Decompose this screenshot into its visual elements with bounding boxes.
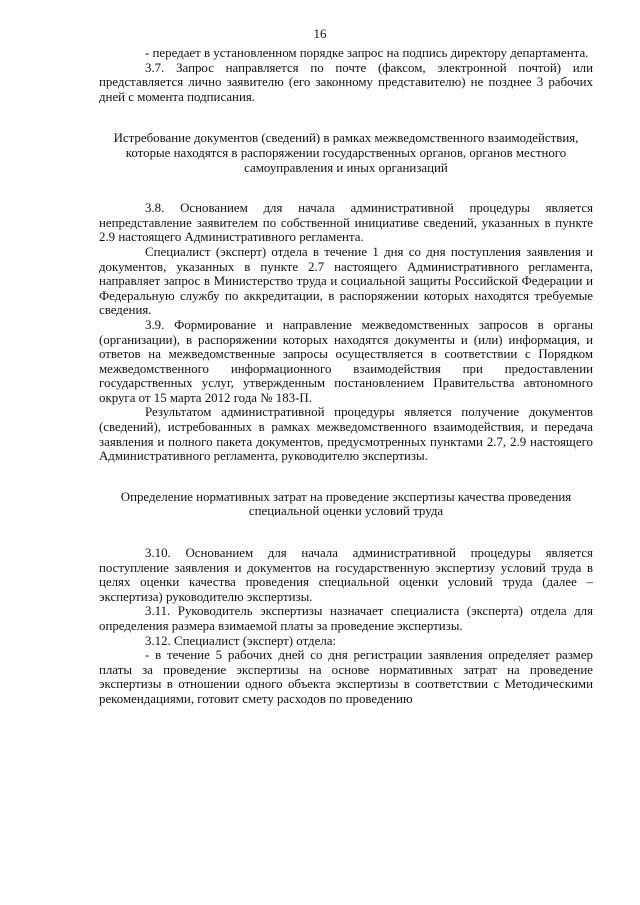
paragraph: - передает в установленном порядке запрос на подпись директору департамента. — [145, 46, 589, 60]
paragraph: 3.12. Специалист (эксперт) отдела: — [145, 633, 337, 648]
paragraph: 3.10. Основанием для начала административной процедуры является поступление заявления и документов на государственную экспертизу условий труда в целях оценки качества проведения специальной оценки условий труда (далее – экспертиза) руководителю экспертизы. — [99, 546, 593, 604]
document-body — [99, 46, 593, 707]
paragraph: 3.11. Руководитель экспертизы назначает специалиста (эксперта) отдела для определения размера взимаемой платы за проведение экспертизы. — [99, 604, 593, 633]
paragraph: 3.9. Формирование и направление межведомственных запросов в органы (организации), в распоряжении которых находятся документы и (или) информация, и ответов на межведомственные запросы осуществляется в соответствии с Порядком межведомственного информационного взаимодействия при предоставлении государственных услуг, утвержденным постановлением Правительства автономного округа от 15 марта 2012 года № 183-П. — [99, 317, 593, 405]
paragraph: - в течение 5 рабочих дней со дня регистрации заявления определяет размер платы за проведение экспертизы на основе нормативных затрат на проведение экспертизы в отношении одного объекта экспертизы в соответствии с Методическими рекомендациями, готовит смету расходов по проведению — [99, 648, 593, 706]
page-number: 16 — [313, 26, 327, 41]
paragraph: Результатом административной процедуры является получение документов (сведений), истребованных в рамках межведомственного взаимодействия, и передача заявления и полного пакета документов, предусмотренных пунктами 2.7, 2.9 настоящего Административного регламента, руководителю экспертизы. — [99, 405, 593, 464]
paragraph: 3.7. Запрос направляется по почте (факсом, электронной почтой) или представляется лично заявителю (его законному представителю) не позднее 3 рабочих дней с момента подписания. — [99, 60, 593, 104]
paragraph: Специалист (эксперт) отдела в течение 1 дня со дня поступления заявления и документов, указанных в пункте 2.7 настоящего Административного регламента, направляет запрос в Министерство труда и социальной защиты Российской Федерации и Федеральную службу по аккредитации, в распоряжении которых находятся требуемые сведения. — [99, 244, 593, 318]
paragraph: 3.8. Основанием для начала административной процедуры является непредставление заявителем по собственной инициативе сведений, указанных в пункте 2.9 настоящего Административного регламента. — [99, 201, 593, 245]
section-heading: Истребование документов (сведений) в рамках межведомственного взаимодействия, которые находятся в распоряжении государственных органов, органов местного самоуправления и иных организаций — [113, 131, 579, 175]
section-heading: Определение нормативных затрат на проведение экспертизы качества проведения специальной оценки условий труда — [120, 489, 572, 519]
